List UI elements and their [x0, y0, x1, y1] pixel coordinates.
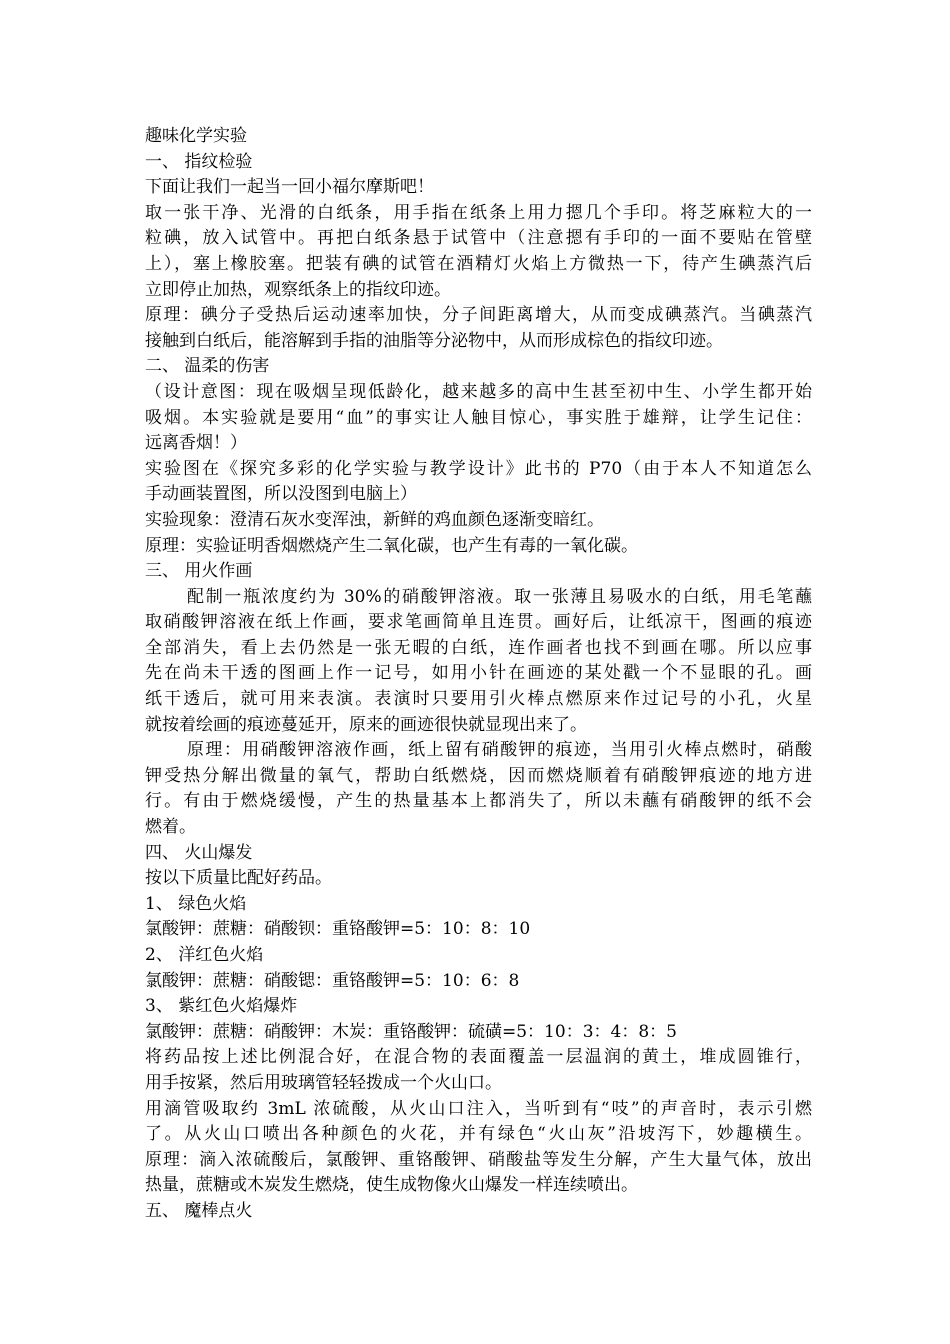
text-line: 按以下质量比配好药品。 — [145, 868, 332, 889]
text-line: 原理：实验证明香烟燃烧产生二氧化碳，也产生有毒的一氧化碳。 — [145, 535, 638, 556]
text-line: 氯酸钾：蔗糖：硝酸锶：重铬酸钾=5：10：6：8 — [145, 970, 520, 991]
text-line: 一、 指纹检验 — [145, 151, 253, 172]
text-line: 吸烟。本实验就是要用“血”的事实让人触目惊心，事实胜于雄辩，让学生记住： — [145, 407, 812, 428]
text-line: 粒碘，放入试管中。再把白纸条悬于试管中（注意摁有手印的一面不要贴在管壁 — [145, 228, 812, 249]
text-line: 手动画装置图，所以没图到电脑上） — [145, 484, 417, 505]
text-line: 就按着绘画的痕迹蔓延开，原来的画迹很快就显现出来了。 — [145, 714, 587, 735]
text-line: 用手按紧，然后用玻璃管轻轻拨成一个火山口。 — [145, 1072, 502, 1093]
text-line: 配制一瓶浓度约为 30%的硝酸钾溶液。取一张薄且易吸水的白纸，用毛笔蘸 — [187, 586, 812, 607]
text-line: 原理：碘分子受热后运动速率加快，分子间距离增大，从而变成碘蒸汽。当碘蒸汽 — [145, 305, 812, 326]
text-line: 上），塞上橡胶塞。把装有碘的试管在酒精灯火焰上方微热一下，待产生碘蒸汽后 — [145, 253, 812, 274]
text-line: 钾受热分解出微量的氧气，帮助白纸燃烧，因而燃烧顺着有硝酸钾痕迹的地方进 — [145, 765, 812, 786]
text-line: 远离香烟！） — [145, 433, 247, 454]
text-line: 2、 洋红色火焰 — [145, 945, 264, 965]
text-line: 下面让我们一起当一回小福尔摩斯吧！ — [145, 177, 434, 198]
text-line: 氯酸钾：蔗糖：硝酸钾：木炭：重铬酸钾：硫磺=5：10：3：4：8：5 — [145, 1021, 677, 1042]
text-line: （设计意图：现在吸烟呈现低龄化，越来越多的高中生甚至初中生、小学生都开始 — [145, 381, 812, 402]
text-line: 实验图在《探究多彩的化学实验与教学设计》此书的 P70（由于本人不知道怎么 — [145, 458, 812, 479]
text-line: 燃着。 — [145, 817, 196, 838]
text-line: 用滴管吸取约 3mL 浓硫酸，从火山口注入，当听到有“吱”的声音时，表示引燃 — [145, 1098, 812, 1119]
text-line: 纸干透后，就可用来表演。表演时只要用引火棒点燃原来作过记号的小孔，火星 — [145, 689, 812, 710]
text-line: 行。有由于燃烧缓慢，产生的热量基本上都消失了，所以未蘸有硝酸钾的纸不会 — [145, 791, 812, 812]
text-line: 了。从火山口喷出各种颜色的火花，并有绿色“火山灰”沿坡泻下，妙趣横生。 — [145, 1124, 812, 1145]
text-line: 取硝酸钾溶液在纸上作画，要求笔画简单且连贯。画好后，让纸凉干，图画的痕迹 — [145, 612, 812, 633]
text-line: 接触到白纸后，能溶解到手指的油脂等分泌物中，从而形成棕色的指纹印迹。 — [145, 330, 723, 351]
text-line: 实验现象：澄清石灰水变浑浊，新鲜的鸡血颜色逐渐变暗红。 — [145, 509, 604, 530]
text-line: 取一张干净、光滑的白纸条，用手指在纸条上用力摁几个手印。将芝麻粒大的一 — [145, 202, 812, 223]
text-line: 全部消失，看上去仍然是一张无暇的白纸，连作画者也找不到画在哪。所以应事 — [145, 637, 812, 658]
text-line: 立即停止加热，观察纸条上的指纹印迹。 — [145, 279, 451, 300]
text-line: 趣味化学实验 — [145, 126, 247, 146]
text-line: 热量，蔗糖或木炭发生燃烧，使生成物像火山爆发一样连续喷出。 — [145, 1175, 638, 1196]
text-line: 二、 温柔的伤害 — [145, 356, 270, 377]
text-line: 先在尚未干透的图画上作一记号，如用小针在画迹的某处戳一个不显眼的孔。画 — [145, 663, 812, 684]
text-line: 三、 用火作画 — [145, 561, 253, 582]
text-line: 1、 绿色火焰 — [145, 893, 247, 914]
document-body — [145, 124, 812, 1225]
text-line: 原理：用硝酸钾溶液作画，纸上留有硝酸钾的痕迹，当用引火棒点燃时，硝酸 — [187, 740, 812, 761]
text-line: 将药品按上述比例混合好，在混合物的表面覆盖一层温润的黄土，堆成圆锥行， — [145, 1047, 812, 1068]
text-line: 五、 魔棒点火 — [145, 1200, 253, 1221]
text-line: 3、 紫红色火焰爆炸 — [145, 996, 298, 1017]
text-line: 原理：滴入浓硫酸后，氯酸钾、重铬酸钾、硝酸盐等发生分解，产生大量气体，放出 — [145, 1149, 812, 1170]
text-line: 四、 火山爆发 — [145, 842, 253, 863]
text-line: 氯酸钾：蔗糖：硝酸钡：重铬酸钾=5：10：8：10 — [145, 919, 531, 940]
